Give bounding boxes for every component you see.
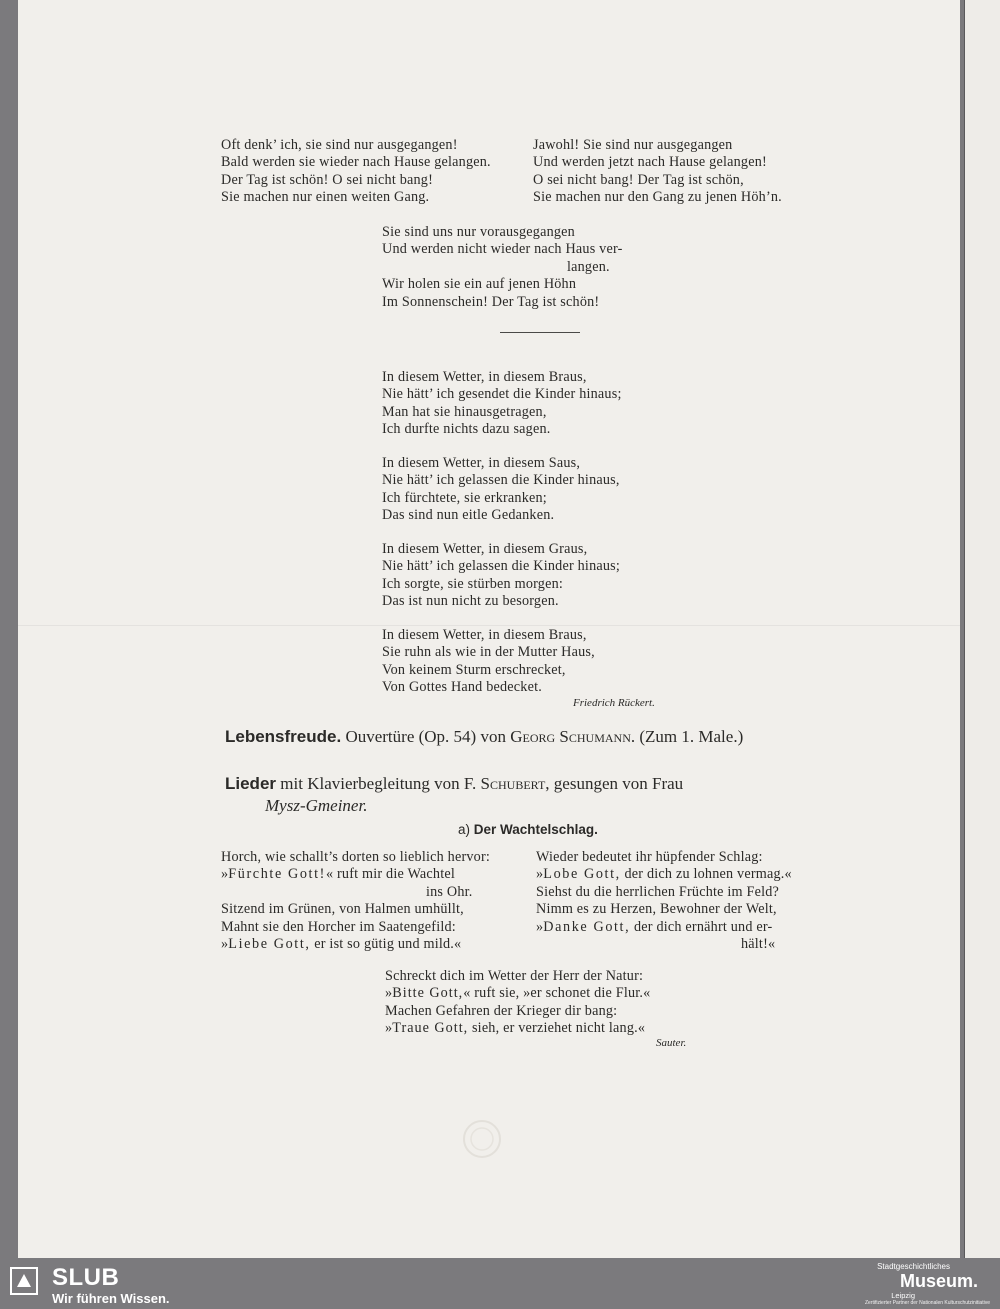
- verse-line: »Fürchte Gott!« ruft mir die Wachtel: [221, 866, 456, 883]
- verse-line: Sie machen nur einen weiten Gang.: [221, 189, 430, 206]
- verse-line: Siehst du die herrlichen Früchte im Feld?: [536, 883, 780, 900]
- song-title: [458, 822, 598, 837]
- verse-line: Das ist nun nicht zu besorgen.: [382, 593, 559, 610]
- verse-line: Jawohl! Sie sind nur ausgegangen: [533, 137, 733, 153]
- poem1-right-column: [533, 137, 782, 207]
- verse-line: Sie ruhn als wie in der Mutter Haus,: [382, 644, 595, 661]
- poem1-center-stanza: [382, 224, 623, 311]
- verse-line: »Traue Gott, sieh, er verziehet nicht lang.«: [385, 1020, 646, 1037]
- verse-line: O sei nicht bang! Der Tag ist schön,: [533, 171, 744, 188]
- composer-name: Schubert,: [480, 774, 550, 793]
- verse-line: Nie hätt’ ich gelassen die Kinder hinaus;: [382, 558, 621, 575]
- song-left-column: [221, 849, 490, 953]
- song-center-stanza: [385, 968, 650, 1038]
- song-right-column: [536, 849, 792, 953]
- spaced-phrase: Traue Gott,: [392, 1020, 469, 1037]
- song-title-text: Der Wachtelschlag.: [473, 822, 598, 837]
- program-item-lebensfreude: [225, 727, 743, 747]
- museum-city: Leipzig: [891, 1291, 915, 1300]
- slub-logo-icon: [10, 1267, 38, 1295]
- verse-line: Bald werden sie wieder nach Hause gelangen.: [221, 154, 491, 171]
- verse-line: Wir holen sie ein auf jenen Höhn: [382, 276, 577, 293]
- footer-bar: [0, 1258, 1000, 1309]
- work-description: mit Klavierbegleitung von F.: [280, 774, 477, 793]
- poem2-stanza-2: [382, 455, 620, 525]
- verse-line: In diesem Wetter, in diesem Braus,: [382, 627, 587, 643]
- verse-line: Von keinem Sturm erschrecket,: [382, 661, 566, 678]
- poem2-stanza-4: [382, 627, 595, 697]
- song-marker: a): [458, 822, 471, 837]
- spaced-phrase: Bitte Gott,: [392, 985, 464, 1002]
- poem-author: Friedrich Rückert.: [573, 697, 655, 709]
- composer-name: Georg Schumann.: [510, 727, 636, 746]
- verse-line: »Lobe Gott, der dich zu lohnen vermag.«: [536, 866, 792, 883]
- verse-line: »Danke Gott, der dich ernährt und er-: [536, 918, 773, 935]
- verse-line: Sie sind uns nur vorausgegangen: [382, 224, 575, 240]
- verse-line: hält!«: [741, 936, 776, 953]
- museum-name: Museum.: [899, 1271, 978, 1291]
- verse-line: Im Sonnenschein! Der Tag ist schön!: [382, 293, 600, 310]
- spaced-phrase: Fürchte Gott!: [228, 866, 326, 883]
- singer-name: Mysz-Gmeiner.: [265, 796, 368, 815]
- page-fold: [18, 625, 960, 626]
- work-title: Lieder: [225, 774, 277, 793]
- spaced-phrase: Lobe Gott,: [543, 866, 621, 883]
- verse-line: Mahnt sie den Horcher im Saatengefild:: [221, 918, 456, 935]
- spaced-phrase: Danke Gott,: [543, 918, 631, 935]
- song-author: Sauter.: [656, 1037, 687, 1049]
- verse-line: Ich fürchtete, sie erkranken;: [382, 489, 547, 506]
- verse-line: Und werden jetzt nach Hause gelangen!: [533, 154, 767, 171]
- verse-line: Das sind nun eitle Gedanken.: [382, 507, 555, 524]
- document-page: [18, 0, 960, 1258]
- verse-line: Von Gottes Hand bedecket.: [382, 679, 542, 696]
- verse-line: Und werden nicht wieder nach Haus ver-: [382, 241, 623, 258]
- verse-line: Nie hätt’ ich gesendet die Kinder hinaus;: [382, 386, 622, 403]
- poem1-left-column: [221, 137, 491, 207]
- verse-line: In diesem Wetter, in diesem Saus,: [382, 455, 581, 471]
- verse-line: »Liebe Gott, er ist so gütig und mild.«: [221, 936, 462, 953]
- adjacent-page-edge: [964, 0, 1000, 1258]
- work-description: gesungen von Frau: [553, 774, 684, 793]
- work-title: Lebensfreude.: [225, 727, 342, 746]
- verse-line: Machen Gefahren der Krieger dir bang:: [385, 1002, 618, 1019]
- verse-line: Der Tag ist schön! O sei nicht bang!: [221, 171, 434, 188]
- slub-name: SLUB: [52, 1264, 120, 1291]
- verse-line: Wieder bedeutet ihr hüpfender Schlag:: [536, 849, 763, 865]
- verse-line: Oft denk’ ich, sie sind nur ausgegangen!: [221, 137, 458, 153]
- section-divider: [500, 332, 580, 333]
- emboss-stamp: [458, 1115, 506, 1163]
- program-item-lieder: [225, 774, 683, 794]
- verse-line: Horch, wie schallt’s dorten so lieblich hervor:: [221, 849, 491, 865]
- poem2-stanza-3: [382, 541, 620, 611]
- verse-line: Schreckt dich im Wetter der Herr der Natur:: [385, 968, 644, 984]
- slub-tagline: Wir führen Wissen.: [52, 1291, 170, 1306]
- verse-line: In diesem Wetter, in diesem Braus,: [382, 369, 587, 385]
- verse-line: Ich durfte nichts dazu sagen.: [382, 421, 551, 438]
- verse-line: Sie machen nur den Gang zu jenen Höh’n.: [533, 189, 782, 206]
- spaced-phrase: Liebe Gott,: [228, 936, 311, 953]
- museum-top-label: Stadtgeschichtliches: [877, 1262, 950, 1271]
- work-description: Ouvertüre (Op. 54) von: [345, 727, 506, 746]
- verse-line: »Bitte Gott,« ruft sie, »er schonet die Flur.«: [385, 985, 651, 1002]
- verse-line: Man hat sie hinausgetragen,: [382, 403, 547, 420]
- verse-line: Nie hätt’ ich gelassen die Kinder hinaus,: [382, 472, 620, 489]
- verse-line: In diesem Wetter, in diesem Graus,: [382, 541, 588, 557]
- verse-line: langen.: [567, 258, 610, 275]
- museum-note: Zertifizierter Partner der Nationalen Kulturschutzinitiative: [864, 1300, 990, 1306]
- verse-line: Ich sorgte, sie stürben morgen:: [382, 575, 564, 592]
- verse-line: Sitzend im Grünen, von Halmen umhüllt,: [221, 901, 464, 918]
- verse-line: ins Ohr.: [426, 883, 473, 900]
- poem2-stanza-1: [382, 369, 622, 439]
- verse-line: Nimm es zu Herzen, Bewohner der Welt,: [536, 901, 777, 918]
- performance-note: (Zum 1. Male.): [639, 727, 744, 746]
